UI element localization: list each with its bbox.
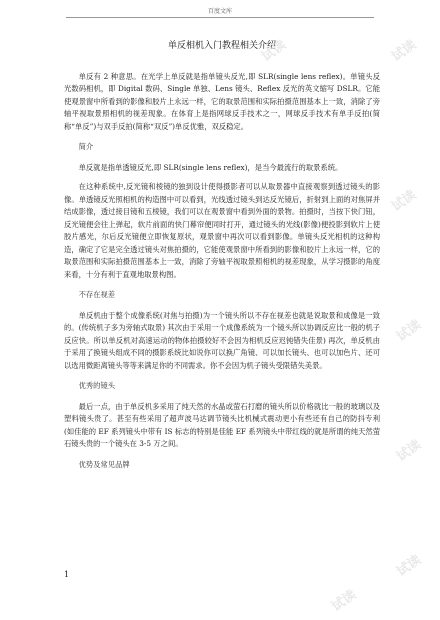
watermark: 试读 bbox=[389, 187, 420, 215]
paragraph-slr-structure: 在这种系统中,反光镜和棱镜的独到设计使得摄影者可以从取景器中直接观察到透过镜头的影像。单透镜反光照相机的构造图中可以看到，光线透过镜头到达反光镜后，折射到上面的对焦屏并结成影像，透过接目镜和五棱镜，我们可以在观景窗中看到外面的景物。拍摄时，当按下快门钮，反光镜便会往上弹起，软片前面的快门幕帘便同时打开，通过镜头的光线(影像)便投影到软片上使胶片感光，尔后反光镜便立即恢复原状，观景窗中再次可以看到影像。单镜头反光相机的这种构造，确定了它是完全透过镜头对焦拍摄的，它能使观景窗中所看到的影像和胶片上永远一样，它的取景范围和实际拍摄范围基本上一致，消除了旁轴平视取景照相机的视差现象，从学习摄影的角度来看，十分有利于直观地取景构图。 bbox=[64, 182, 380, 279]
section-heading-parallax: 不存在视差 bbox=[78, 290, 116, 299]
paragraph-slr-definition: 单反就是指单透镜反光,即 SLR(single lens reflex)，是当今最流行的取景系统。 bbox=[78, 162, 343, 172]
watermark: 试读 bbox=[389, 37, 420, 65]
document-title: 单反相机入门教程相关介绍 bbox=[167, 41, 276, 51]
watermark: 试读 bbox=[394, 437, 425, 465]
site-header: 百度文库 bbox=[207, 8, 232, 15]
page-number: 1 bbox=[64, 570, 70, 579]
paragraph-lens: 最后一点，由于单反机多采用了纯天然的水晶或萤石打磨的镜头所以价格就比一般的玻璃以及塑料镜头贵了。甚至有些采用了超声波马达调节镜头比机械式震动更小有些还有自己的防抖专利(如佳能的 EF 系列镜头中带有 IS 标志的特别是佳能 EF 系列镜头中带红线的就是所谓的纯天然萤石镜头贵的一个镜头在 3-5 万之间。 bbox=[64, 401, 380, 448]
section-heading-intro: 简介 bbox=[78, 142, 94, 151]
paragraph-parallax: 单反机由于整个成像系统(对焦与拍摄)为一个镜头所以不存在视差也就是说取景和成像是一致的。(传统机子多为旁轴式取景) 其次由于采用一个成像系统为一个镜头所以协调反应比一般的机子反应快。所以单反机对高速运动的物体拍摄较好不会因为相机反应迟钝错失佳景) 再次，单反机由于采用了换镜头组成不同的摄影系统比如说你可以换广角镜、可以加长镜头、也可以加色片、还可以选用微距离镜头等等来满足你的不同需求。你不会因为机子镜头受限错失美景。 bbox=[64, 310, 380, 370]
watermark: 试读 bbox=[394, 552, 425, 580]
section-heading-brands: 优势及常见品牌 bbox=[78, 459, 130, 469]
section-heading-lens: 优秀的镜头 bbox=[78, 381, 116, 390]
header-divider bbox=[66, 17, 374, 18]
watermark: 试读 bbox=[259, 37, 290, 65]
paragraph-intro: 单反有 2 种意思。在光学上单反就是指单镜头反光,即 SLR(single lens reflex)。单镜头反光数码相机，即 Digital 数码、Single 单独、Lens 镜头、Reflex 反光的英文缩写 DSLR。它能使观景窗中所看到的影像和胶片上永远一样，它的取景范围和实际拍摄范围基本上一致，消除了旁轴平视取景照相机的视差现象。在体育上是指网球反手技术之一，网球反手技术有单手反拍(简称“单反”)与双手反拍(简称“双反”)单反优雅，双反稳定。 bbox=[64, 71, 380, 131]
watermark: 试读 bbox=[394, 317, 425, 345]
watermark: 试读 bbox=[329, 587, 360, 615]
document-body bbox=[64, 30, 380, 479]
